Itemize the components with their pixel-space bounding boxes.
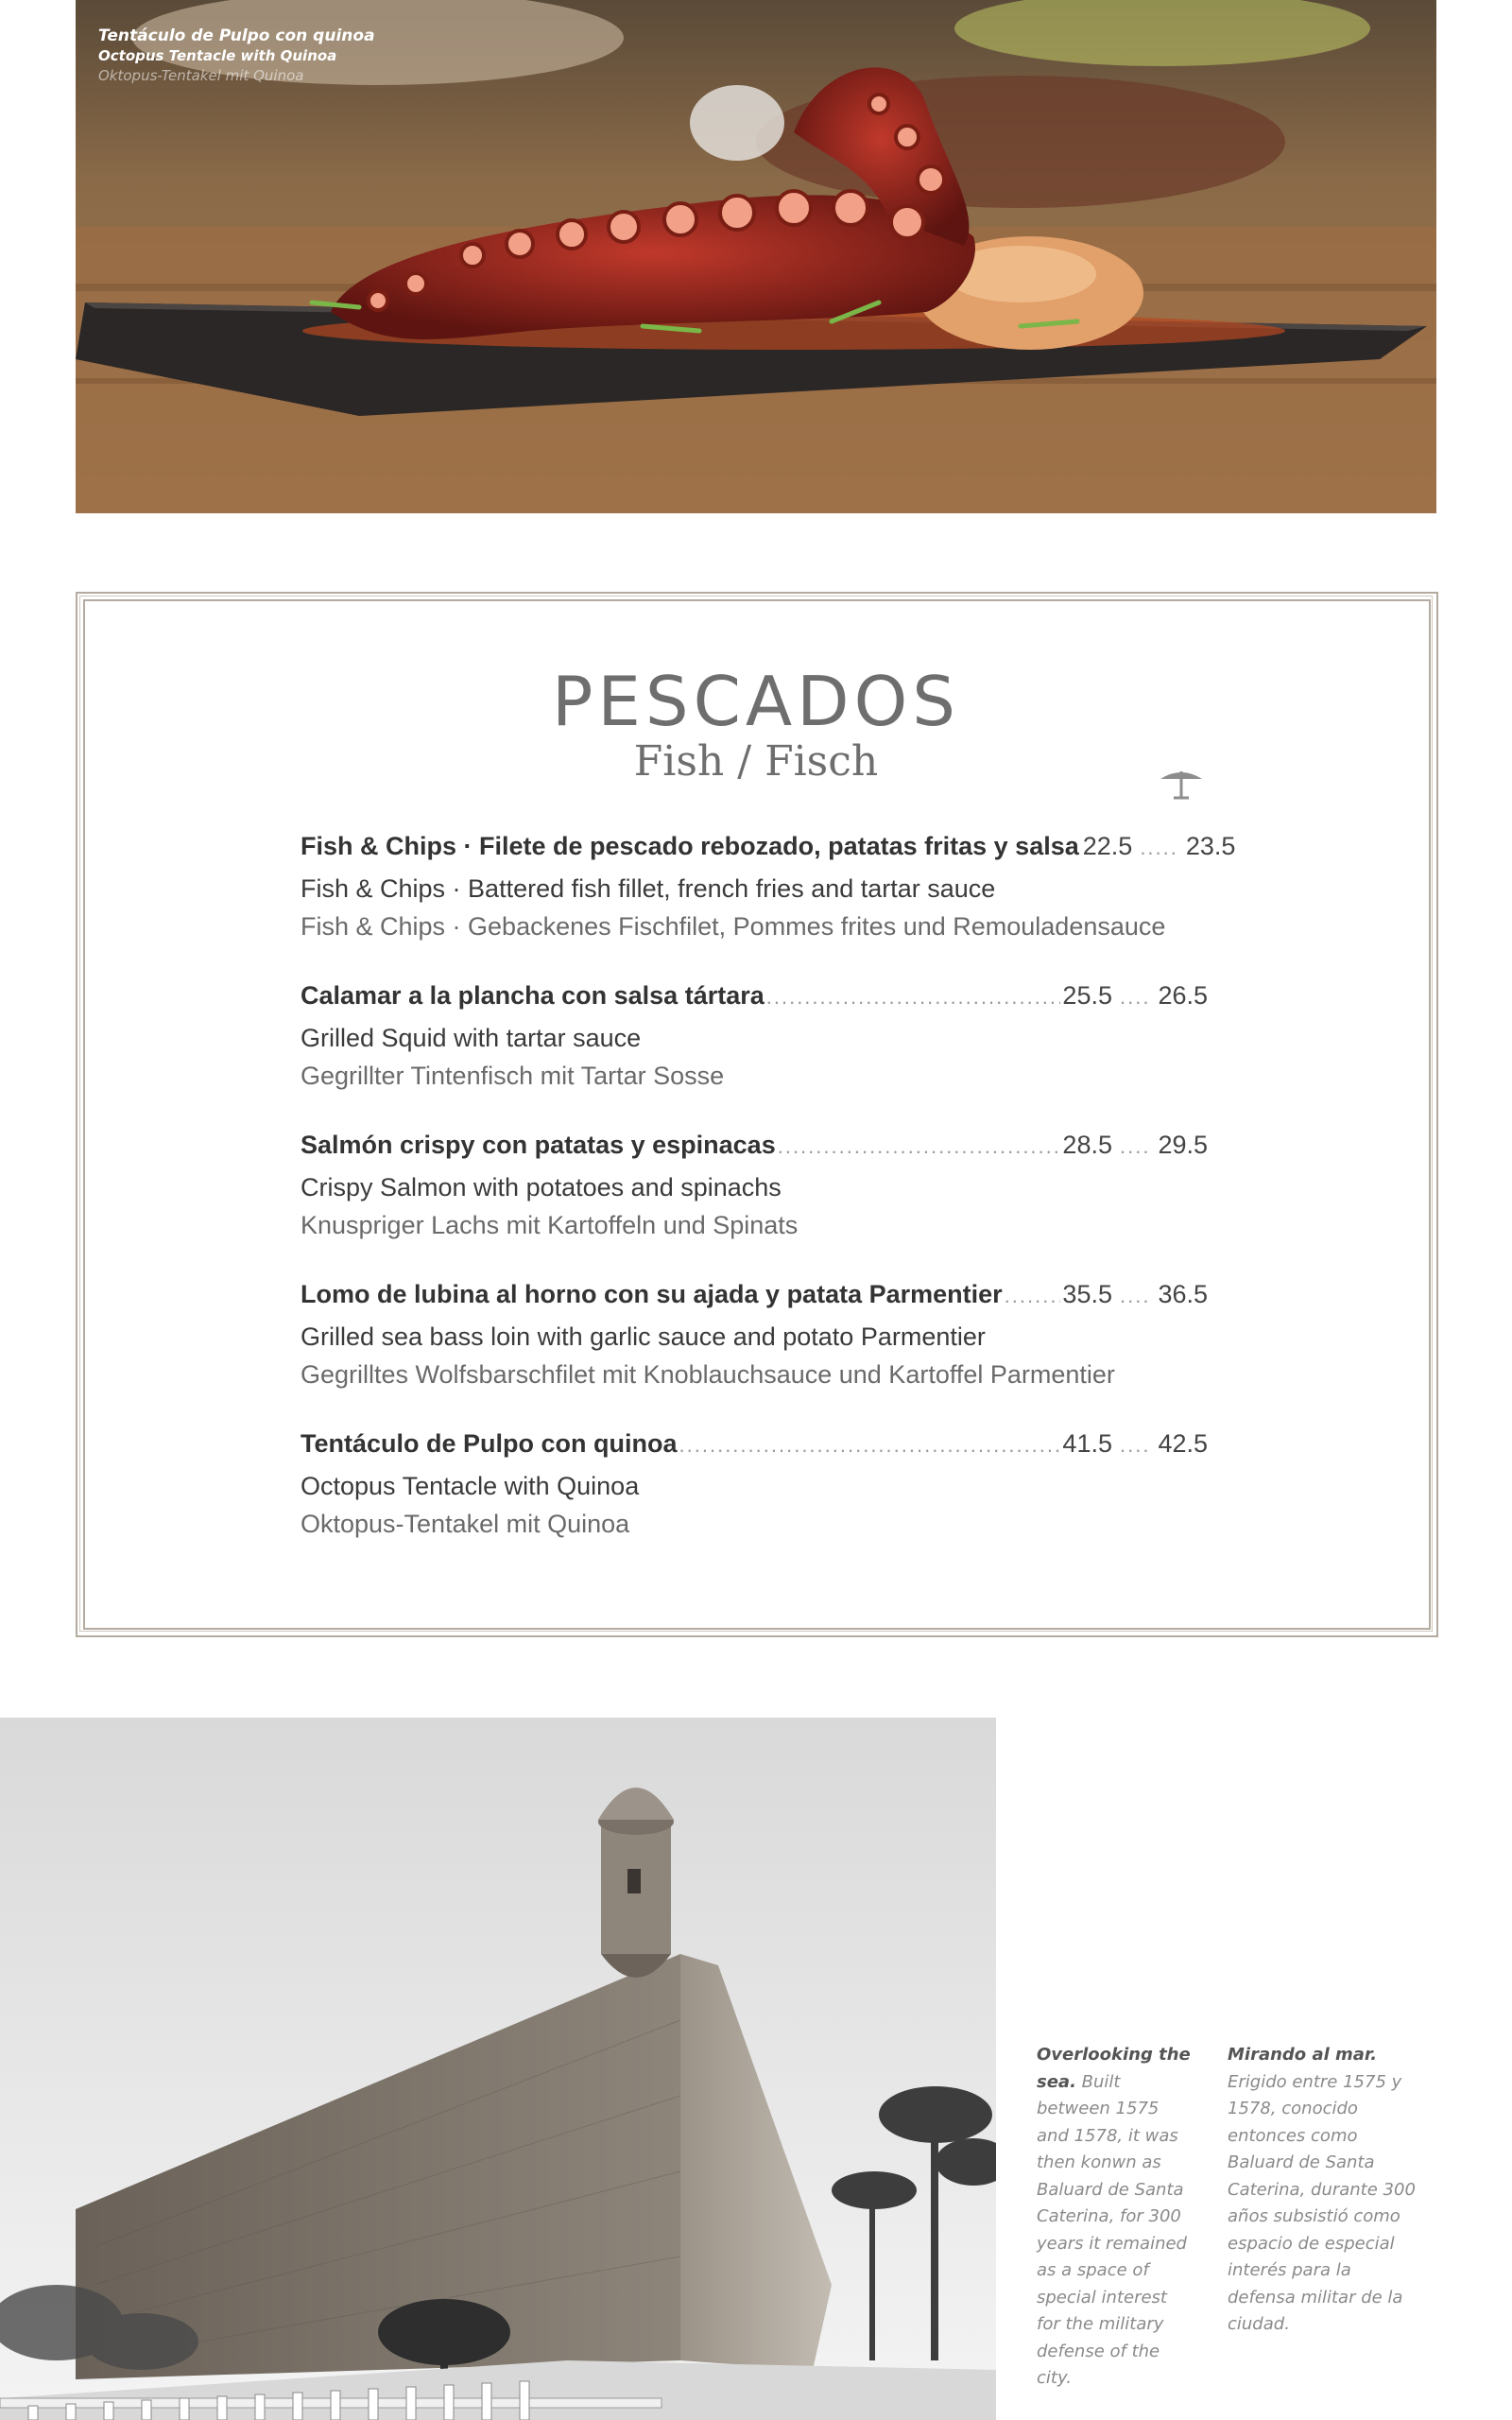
leader-dots: .... xyxy=(1119,1433,1151,1457)
menu-item xyxy=(301,1280,1208,1429)
story-english xyxy=(1037,2042,1193,2393)
item-name-es: Lomo de lubina al horno con su ajada y patata Parmentier xyxy=(301,1280,1003,1308)
caption-de: Oktopus-Tentakel mit Quinoa xyxy=(98,67,304,84)
item-name-es: Fish & Chips · Filete de pescado rebozado, patatas fritas y salsa xyxy=(301,832,1079,860)
story-en-body: Built between 1575 and 1578, it was then konwn as Baluard de Santa Caterina, for 300 years it remained as a space of special interest for the military defense of the city. xyxy=(1037,2071,1187,2388)
section-title: PESCADOS xyxy=(552,662,960,741)
price-2: 23.5 xyxy=(1185,832,1236,860)
leader-dots: ..... xyxy=(1140,836,1178,859)
item-name-en: Crispy Salmon with potatoes and spinachs xyxy=(301,1173,782,1201)
leader-dots: .... xyxy=(1119,985,1151,1009)
price-2: 26.5 xyxy=(1158,981,1208,1010)
fortress-illustration xyxy=(0,1718,996,2420)
item-name-de: Gegrillter Tintenfisch mit Tartar Sosse xyxy=(301,1062,725,1090)
item-name-de: Knuspriger Lachs mit Kartoffeln und Spinats xyxy=(301,1211,799,1239)
section-subtitle: Fish / Fisch xyxy=(633,737,879,786)
price-2: 29.5 xyxy=(1158,1131,1208,1159)
story-es-heading: Mirando al mar. xyxy=(1228,2045,1378,2065)
leader-dots xyxy=(679,1433,1061,1458)
caption-es: Tentáculo de Pulpo con quinoa xyxy=(98,26,375,45)
item-name-en: Grilled sea bass loin with garlic sauce and potato Parmentier xyxy=(301,1322,986,1351)
price-1: 35.5 xyxy=(1062,1280,1112,1308)
leader-dots xyxy=(766,985,1061,1010)
item-name-es: Salmón crispy con patatas y espinacas xyxy=(301,1131,776,1159)
menu-item xyxy=(301,1429,1208,1579)
item-name-es: Tentáculo de Pulpo con quinoa xyxy=(301,1429,678,1458)
item-name-en: Fish & Chips · Battered fish fillet, french fries and tartar sauce xyxy=(301,874,996,903)
item-name-es: Calamar a la plancha con salsa tártara xyxy=(301,981,765,1010)
menu-item xyxy=(301,832,1236,981)
price-2: 42.5 xyxy=(1158,1429,1208,1458)
hero-photo xyxy=(76,0,1436,513)
fortress-photo xyxy=(0,1718,996,2420)
menu-item xyxy=(301,1131,1208,1280)
menu-item xyxy=(301,981,1208,1131)
leader-dots xyxy=(1005,1284,1061,1308)
price-1: 22.5 xyxy=(1082,832,1133,860)
price-2: 36.5 xyxy=(1158,1280,1208,1308)
price-1: 25.5 xyxy=(1062,981,1112,1010)
hero-caption xyxy=(98,26,375,86)
item-name-de: Fish & Chips · Gebackenes Fischfilet, Pommes frites und Remouladensauce xyxy=(301,912,1166,941)
umbrella-icon xyxy=(1159,764,1204,802)
item-name-en: Octopus Tentacle with Quinoa xyxy=(301,1472,640,1500)
item-name-de: Gegrilltes Wolfsbarschfilet mit Knoblauchsauce und Kartoffel Parmentier xyxy=(301,1360,1115,1389)
caption-en: Octopus Tentacle with Quinoa xyxy=(98,47,337,64)
leader-dots: .... xyxy=(1119,1284,1151,1307)
price-1: 28.5 xyxy=(1062,1131,1112,1159)
item-name-en: Grilled Squid with tartar sauce xyxy=(301,1024,642,1052)
leader-dots xyxy=(778,1134,1061,1159)
story-spanish xyxy=(1228,2042,1417,2339)
menu-items xyxy=(301,832,1236,1579)
story-es-body: Erigido entre 1575 y 1578, conocido entonces como Baluard de Santa Caterina, durante 300 años subsistió como espacio de especial interés para la defensa militar de la ciudad. xyxy=(1228,2071,1416,2334)
story-en-heading: Overlooking the sea. xyxy=(1037,2045,1191,2092)
price-1: 41.5 xyxy=(1062,1429,1112,1458)
item-name-de: Oktopus-Tentakel mit Quinoa xyxy=(301,1510,630,1538)
leader-dots: .... xyxy=(1119,1134,1151,1158)
